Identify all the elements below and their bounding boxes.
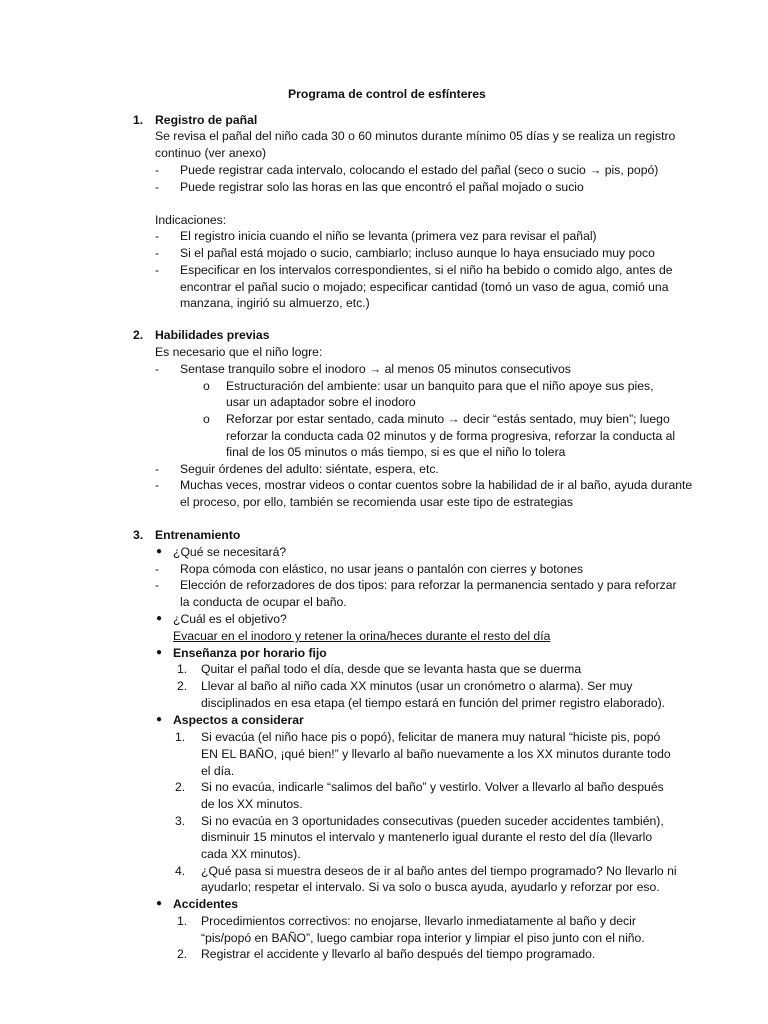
sub-item-cont: final de los 05 minutos o más tiempo, si es que el niño lo tolera (226, 445, 566, 459)
indication-item-cont: encontrar el pañal sucio o mojado; especificar cantidad (tomó un vaso de agua, comió una (180, 280, 669, 294)
section-1-number: 1. (133, 113, 144, 127)
question-item: ¿Cuál es el objetivo? (173, 612, 287, 626)
indication-item: El registro inicia cuando el niño se levanta (primera vez para revisar el pañal) (180, 229, 597, 243)
s3-list-item-cont: la conducta de ocupar el baño. (180, 595, 347, 609)
numbered-item-cont: cada XX minutos). (201, 847, 301, 861)
numbered-item: ¿Qué pasa si muestra deseos de ir al baño antes del tiempo programado? No llevarlo ni (201, 864, 677, 878)
number-marker: 2. (175, 780, 186, 794)
numbered-item-cont: disminuir 15 minutos el intervalo y mantenerlo igual durante el resto del día (llevarlo (201, 830, 653, 844)
indication-item-cont: manzana, ingirió su almuerzo, etc.) (180, 296, 370, 310)
numbered-item-cont: ayudarlo; respetar el intervalo. Si va solo o busca ayuda, ayudarlo y reforzar por eso. (201, 880, 660, 894)
number-marker: 2. (177, 947, 188, 961)
dash-marker: - (155, 462, 160, 476)
section-2-number: 2. (133, 328, 144, 342)
indications-label: Indicaciones: (155, 213, 227, 227)
numbered-item: Si no evacúa en 3 oportunidades consecutivas (pueden suceder accidentes también), (201, 814, 664, 828)
document-title: Programa de control de esfínteres (288, 87, 486, 101)
s2-list-item: Seguir órdenes del adulto: siéntate, espera, etc. (180, 462, 439, 476)
dash-marker: - (155, 578, 160, 592)
indication-item: Especificar en los intervalos correspondientes, si el niño ha bebido o comido algo, antes de (180, 263, 673, 277)
numbered-item: Procedimientos correctivos: no enojarse, llevarlo inmediatamente al baño y decir (201, 914, 636, 928)
section-2-heading: Habilidades previas (155, 328, 270, 342)
subheading-accidents: Accidentes (173, 897, 239, 911)
section-3-heading: Entrenamiento (155, 528, 241, 542)
numbered-item-cont: el día. (201, 764, 235, 778)
circle-marker: o (203, 412, 210, 426)
sub-item-cont: usar un adaptador sobre el inodoro (226, 395, 416, 409)
number-marker: 1. (175, 730, 186, 744)
dash-marker: - (155, 163, 160, 177)
subheading-aspects: Aspectos a considerar (173, 713, 304, 727)
dash-marker: - (155, 229, 160, 243)
numbered-item: Registrar el accidente y llevarlo al baño después del tiempo programado. (201, 947, 596, 961)
number-marker: 1. (177, 662, 188, 676)
bullet-marker: ● (156, 647, 163, 658)
numbered-item-cont: disciplinados en esa etapa (el tiempo estará en función del primer registro elaborado). (201, 696, 666, 710)
s1-paragraph-line: continuo (ver anexo) (155, 146, 267, 160)
objective-text: Evacuar en el inodoro y retener la orina/heces durante el resto del día (173, 629, 551, 643)
sub-item-cont: reforzar la conducta cada 02 minutos y de forma progresiva, reforzar la conducta al (226, 429, 676, 443)
s2-list-item-cont: el proceso, por ello, también se recomienda usar este tipo de estrategias (180, 495, 573, 509)
section-3-number: 3. (133, 528, 144, 542)
number-marker: 2. (177, 679, 188, 693)
s1-list-item: Puede registrar cada intervalo, colocando el estado del pañal (seco o sucio → pis, popó) (180, 163, 659, 177)
dash-marker: - (155, 362, 160, 376)
dash-marker: - (155, 246, 160, 260)
bullet-marker: ● (156, 546, 163, 557)
bullet-marker: ● (156, 613, 163, 624)
bullet-marker: ● (156, 714, 163, 725)
number-marker: 4. (175, 864, 186, 878)
numbered-item-cont: EN EL BAÑO, ¡qué bien!” y llevarlo al baño nuevamente a los XX minutos durante todo (201, 747, 671, 761)
number-marker: 1. (177, 914, 188, 928)
s1-paragraph-line: Se revisa el pañal del niño cada 30 o 60 minutos durante mínimo 05 días y se realiza un registro (155, 129, 676, 143)
section-1-heading: Registro de pañal (155, 113, 258, 127)
numbered-item-cont: de los XX minutos. (201, 797, 303, 811)
bullet-marker: ● (156, 898, 163, 909)
indication-item: Si el pañal está mojado o sucio, cambiarlo; incluso aunque lo haya ensuciado muy poco (180, 246, 655, 260)
s1-list-item: Puede registrar solo las horas en las que encontró el pañal mojado o sucio (180, 180, 584, 194)
sub-item: Reforzar por estar sentado, cada minuto → decir “estás sentado, muy bien”; luego (226, 412, 670, 426)
dash-marker: - (155, 180, 160, 194)
numbered-item: Si evacúa (el niño hace pis o popó), felicitar de manera muy natural “hiciste pis, popó (201, 730, 661, 744)
sub-item: Estructuración del ambiente: usar un banquito para que el niño apoye sus pies, (226, 379, 654, 393)
question-item: ¿Qué se necesitará? (173, 545, 287, 559)
numbered-item: Llevar al baño al niño cada XX minutos (usar un cronómetro o alarma). Ser muy (201, 679, 633, 693)
dash-marker: - (155, 562, 160, 576)
numbered-item-cont: “pis/popó en BAÑO”, luego cambiar ropa interior y limpiar el piso junto con el niño. (201, 931, 645, 945)
s3-list-item: Ropa cómoda con elástico, no usar jeans o pantalón con cierres y botones (180, 562, 584, 576)
s2-intro: Es necesario que el niño logre: (155, 345, 323, 359)
numbered-item: Si no evacúa, indicarle “salimos del baño” y vestirlo. Volver a llevarlo al baño después (201, 780, 664, 794)
dash-marker: - (155, 263, 160, 277)
s2-list-item: Sentase tranquilo sobre el inodoro → al menos 05 minutos consecutivos (180, 362, 571, 376)
s2-list-item: Muchas veces, mostrar videos o contar cuentos sobre la habilidad de ir al baño, ayuda durante (180, 478, 693, 492)
subheading-schedule: Enseñanza por horario fijo (173, 646, 327, 660)
number-marker: 3. (175, 814, 186, 828)
circle-marker: o (203, 379, 210, 393)
dash-marker: - (155, 478, 160, 492)
numbered-item: Quitar el pañal todo el día, desde que se levanta hasta que se duerma (201, 662, 582, 676)
s3-list-item: Elección de reforzadores de dos tipos: para reforzar la permanencia sentado y para reforzar (180, 578, 677, 592)
